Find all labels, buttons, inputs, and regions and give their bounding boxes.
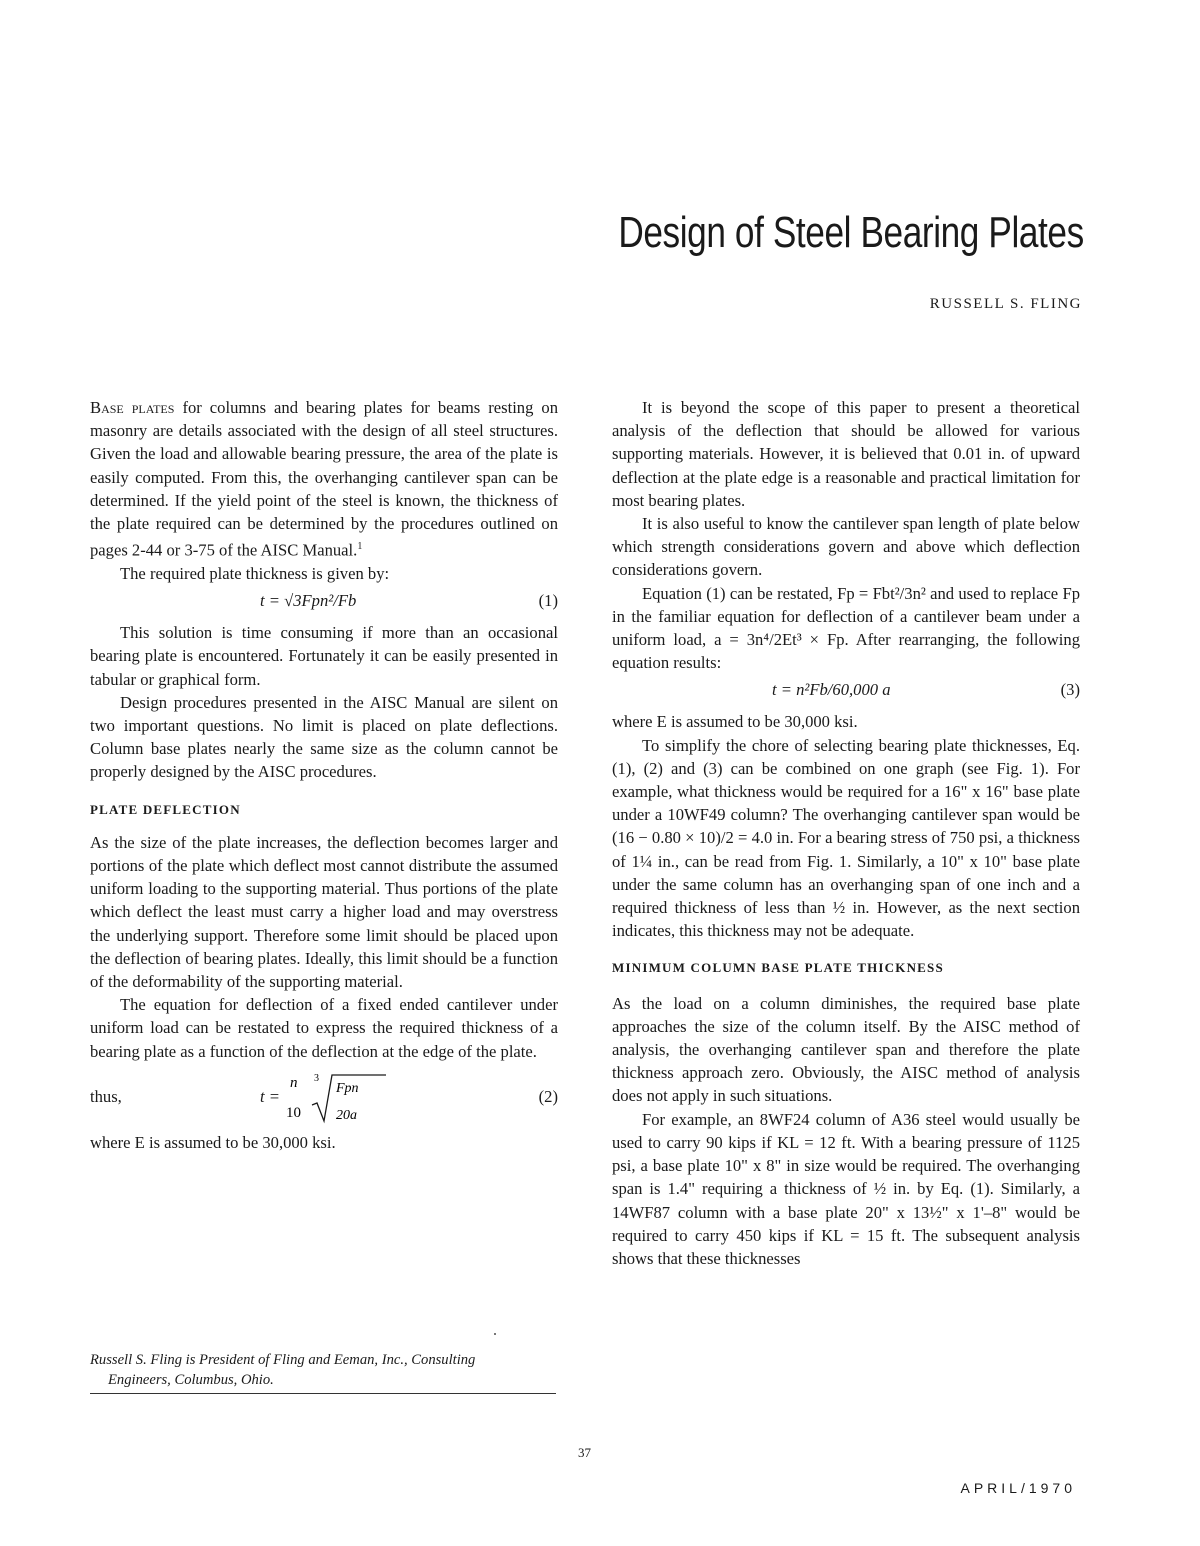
page-number: 37 (578, 1445, 591, 1460)
equation-fraction-root (286, 1067, 396, 1127)
left-column (90, 396, 558, 1154)
paragraph: where E is assumed to be 30,000 ksi. (90, 1132, 336, 1152)
equation-number: (3) (1060, 680, 1080, 700)
paragraph: It is also useful to know the cantilever span length of plate below which strength considerations govern and above which deflection considerations govern. (612, 514, 1080, 580)
paragraph: For example, an 8WF24 column of A36 steel would usually be used to carry 90 kips if KL = 12 ft. With a bearing pressure of 1125 psi, a base plate 10" x 8" in size would be required. The overhanging span is 1.4" requiring a thickness of ½ in. by Eq. (1). Similarly, a 14WF87 column with a base plate 20" x 13½" x 1'–8" would be required to carry 450 kips if KL = 15 ft. The subsequent analysis shows that these thicknesses (612, 1109, 1080, 1268)
equation-3 (612, 678, 1080, 704)
equation-lhs: t = (260, 1086, 280, 1106)
paragraph: The equation for deflection of a fixed ended cantilever under uniform load can be restated to express the required thickness of a bearing plate as a function of the deflection at the edge of the plate. (90, 995, 558, 1061)
root-bottom: 20a (336, 1107, 357, 1123)
root-top: Fpn (336, 1080, 359, 1096)
equation-formula: t = √3Fpn²/Fb (260, 591, 357, 611)
footnote-rule (90, 1393, 556, 1394)
equation-number: (2) (538, 1086, 558, 1106)
frac-bottom: 10 (286, 1104, 301, 1121)
paragraph-text: for columns and bearing plates for beams resting on masonry are details associated with the design of all steel structures. Given the load and allowable bearing pressure, the area of the plate is easily computed. From this, the overhanging cantilever span can be determined. If the yield point of the steel is known, the thickness of the plate required can be determined by the procedures outlined on pages 2-44 or 3-75 of the AISC Manual. (90, 398, 558, 560)
equation-2 (90, 1067, 558, 1127)
reference-mark: 1 (357, 541, 363, 553)
frac-top: n (290, 1074, 298, 1091)
author-byline: RUSSELL S. FLING (929, 296, 1082, 312)
root-index: 3 (314, 1072, 319, 1084)
right-column (612, 396, 1080, 1270)
rule-mark (494, 1333, 496, 1335)
paragraph: This solution is time consuming if more than an occasional bearing plate is encountered. Fortunately it can be easily presented in tabular or graphical form. (90, 623, 558, 689)
section-heading: MINIMUM COLUMN BASE PLATE THICKNESS (612, 960, 944, 976)
paragraph: Equation (1) can be restated, Fp = Fbt²/3n² and used to replace Fp in the familiar equation for deflection of a cantilever beam under a uniform load, a = 3n⁴/2Et³ × Fp. After rearranging, the following equation results: (612, 583, 1080, 673)
author-footnote (90, 1350, 556, 1390)
footnote-line: Engineers, Columbus, Ohio. (108, 1372, 274, 1388)
paragraph: As the load on a column diminishes, the required base plate approaches the size of the column itself. By the AISC method of analysis, the overhanging cantilever span and therefore the plate thickness approach zero. Obviously, the AISC method of analysis does not apply in such situations. (612, 993, 1080, 1106)
paragraph: Design procedures presented in the AISC Manual are silent on two important questions. No limit is placed on plate deflections. Column base plates nearly the same size as the column cannot be properly designed by the AISC procedures. (90, 692, 558, 782)
equation-formula: t = n²Fb/60,000 a (772, 680, 891, 700)
equation-number: (1) (538, 591, 558, 611)
section-heading: PLATE DEFLECTION (90, 801, 241, 817)
paragraph: The required plate thickness is given by: (120, 563, 390, 583)
paragraph: To simplify the chore of selecting bearing plate thicknesses, Eq. (1), (2) and (3) can be combined on one graph (see Fig. 1). For example, what thickness would be required for a 16" x 16" base plate under a 10WF49 column? The overhanging cantilever span would be (16 − 0.80 × 10)/2 = 4.0 in. For a bearing stress of 750 psi, a thickness of 1¼ in., can be read from Fig. 1. Similarly, a 10" x 10" base plate under the same column has an overhanging span of one inch and a required thickness of less than ½ in. However, as the next section indicates, this thickness may not be adequate. (612, 735, 1080, 941)
equation-1 (90, 589, 558, 615)
paragraph (90, 396, 558, 562)
issue-date: APRIL/1970 (960, 1480, 1076, 1496)
footnote-line: Russell S. Fling is President of Fling and Eeman, Inc., Consulting (90, 1352, 476, 1368)
article-title: Design of Steel Bearing Plates (618, 208, 1084, 257)
paragraph: where E is assumed to be 30,000 ksi. (612, 712, 858, 732)
paragraph: As the size of the plate increases, the deflection becomes larger and portions of the plate which deflect most cannot distribute the assumed uniform loading to the supporting material. Thus portions of the plate which deflect the least must carry a higher load and may overstress the underlying support. Therefore some limit should be placed upon the deflection of bearing plates. Ideally, this limit should be a function of the deformability of the supporting material. (90, 832, 558, 991)
paragraph: It is beyond the scope of this paper to present a theoretical analysis of the deflection that should be allowed for various supporting materials. However, it is believed that 0.01 in. of upward deflection at the plate edge is a reasonable and practical limitation for most bearing plates. (612, 398, 1080, 510)
lead-in: Base plates (90, 398, 175, 417)
equation-lead: thus, (90, 1086, 122, 1106)
